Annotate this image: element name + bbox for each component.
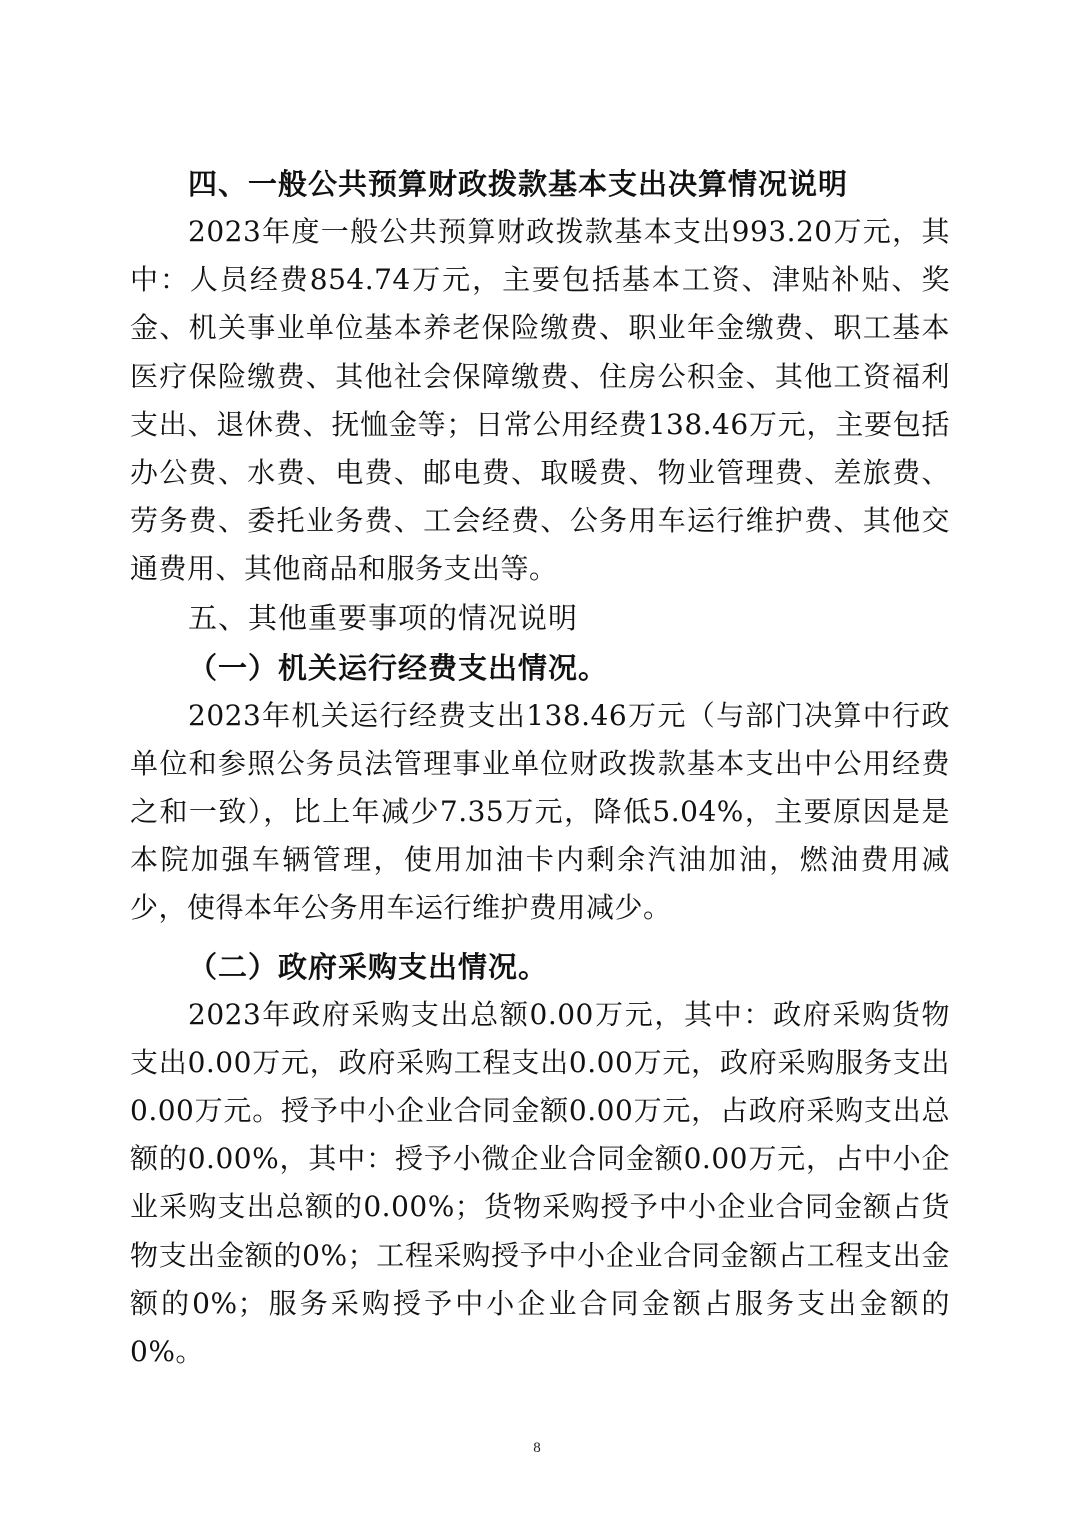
subheading-government-procurement: （二）政府采购支出情况。 xyxy=(188,949,549,984)
paragraph-government-procurement: 2023年政府采购支出总额0.00万元，其中：政府采购货物支出0.00万元，政府采购工程支出0.00万元，政府采购服务支出0.00万元。授予中小企业合同金额0.00万元，占政府采购支出总额的0.00%，其中：授予小微企业合同金额0.00万元，占中小企业采购支出总额的0.00%；货物采购授予中小企业合同金额占货物支出金额的0%；工程采购授予中小企业合同金额占工程支出金额的0%；服务采购授予中小企业合同金额占服务支出金额的0%。 xyxy=(130,997,950,1369)
paragraph-basic-expenditure: 2023年度一般公共预算财政拨款基本支出993.20万元，其中：人员经费854.74万元，主要包括基本工资、津贴补贴、奖金、机关事业单位基本养老保险缴费、职业年金缴费、职工基本医疗保险缴费、其他社会保障缴费、住房公积金、其他工资福利支出、退休费、抚恤金等；日常公用经费138.46万元，主要包括办公费、水费、电费、邮电费、取暖费、物业管理费、差旅费、劳务费、委托业务费、工会经费、公务用车运行维护费、其他交通费用、其他商品和服务支出等。 xyxy=(130,215,950,586)
paragraph-operating-expenses: 2023年机关运行经费支出138.46万元（与部门决算中行政单位和参照公务员法管理事业单位财政拨款基本支出中公用经费之和一致），比上年减少7.35万元，降低5.04%，主要原因是是本院加强车辆管理，使用加油卡内剩余汽油加油，燃油费用减少，使得本年公务用车运行维护费用减少。 xyxy=(130,698,950,925)
page-number: 8 xyxy=(533,1440,541,1456)
section-heading-general-budget-basic-expenditure: 四、一般公共预算财政拨款基本支出决算情况说明 xyxy=(188,167,849,201)
subheading-operating-expenses: （一）机关运行经费支出情况。 xyxy=(188,650,609,685)
section-heading-other-important-matters: 五、其他重要事项的情况说明 xyxy=(188,600,579,635)
document-body xyxy=(130,160,950,1376)
